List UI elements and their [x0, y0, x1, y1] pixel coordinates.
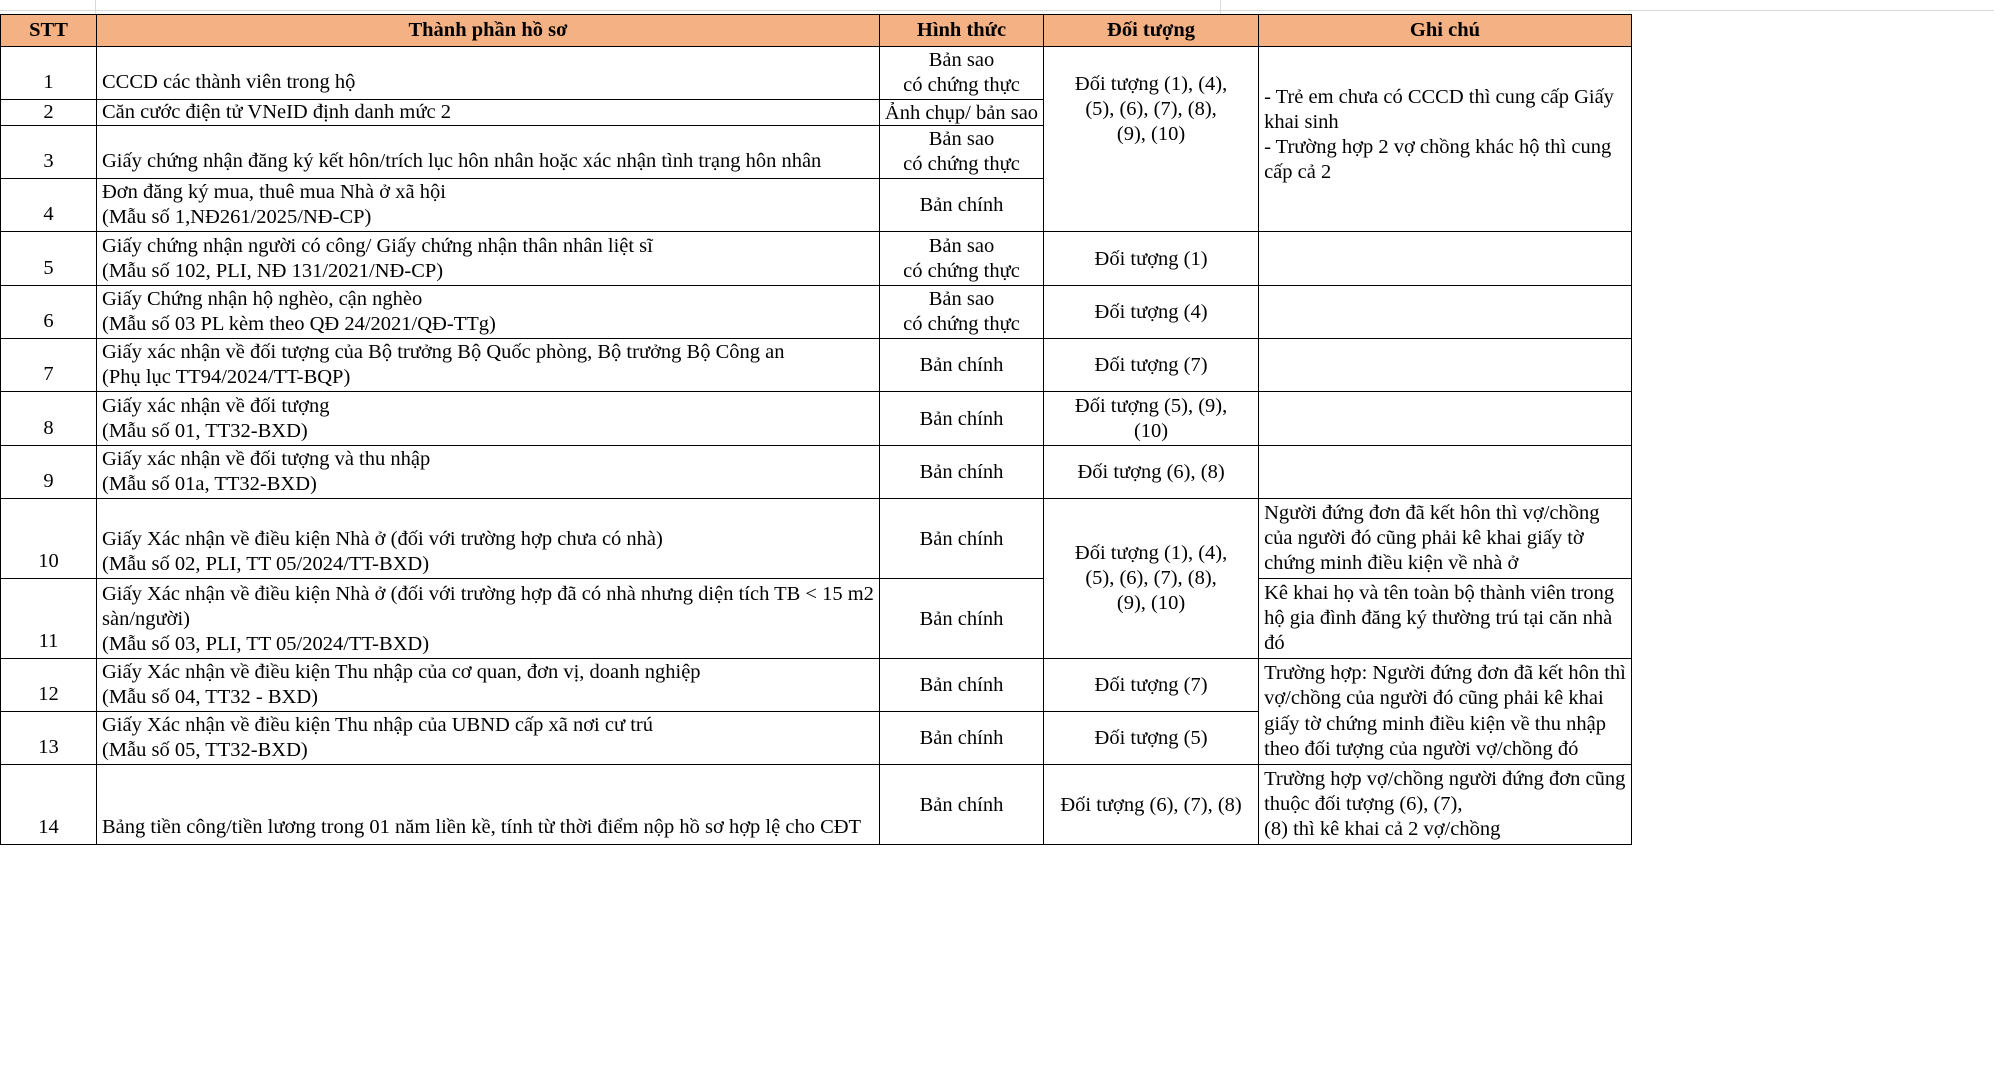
stt-cell[interactable]: 8 — [1, 392, 97, 446]
document-name-cell[interactable]: Giấy Chứng nhận hộ nghèo, cận nghèo (Mẫu số 03 PL kèm theo QĐ 24/2021/QĐ-TTg) — [97, 286, 880, 339]
header-object[interactable]: Đối tượng — [1044, 15, 1259, 47]
header-row — [1, 15, 1632, 47]
object-cell[interactable]: Đối tượng (5), (9), (10) — [1044, 392, 1259, 446]
document-checklist-table — [0, 14, 1632, 845]
stt-cell[interactable]: 14 — [1, 765, 97, 845]
stt-cell[interactable]: 7 — [1, 339, 97, 392]
stt-cell[interactable]: 10 — [1, 499, 97, 579]
stt-cell[interactable]: 12 — [1, 659, 97, 712]
form-cell[interactable]: Bản chính — [879, 392, 1043, 446]
table-row — [1, 392, 1632, 446]
form-cell[interactable]: Ảnh chụp/ bản sao — [879, 100, 1043, 126]
table-row — [1, 47, 1632, 100]
table-row — [1, 446, 1632, 499]
table-row — [1, 579, 1632, 659]
object-cell[interactable]: Đối tượng (7) — [1044, 659, 1259, 712]
form-cell[interactable]: Bản chính — [879, 179, 1043, 232]
frozen-gridline — [0, 0, 1994, 11]
stt-cell[interactable]: 1 — [1, 47, 97, 100]
table-row — [1, 499, 1632, 579]
stt-cell[interactable]: 13 — [1, 712, 97, 765]
table-row — [1, 232, 1632, 286]
note-cell[interactable] — [1259, 339, 1632, 392]
column-guide — [95, 0, 96, 14]
form-cell[interactable]: Bản sao có chứng thực — [879, 232, 1043, 286]
object-cell[interactable]: Đối tượng (4) — [1044, 286, 1259, 339]
document-name-cell[interactable]: Giấy Xác nhận về điều kiện Thu nhập của cơ quan, đơn vị, doanh nghiệp (Mẫu số 04, TT32 - BXD) — [97, 659, 880, 712]
header-document-component[interactable]: Thành phần hồ sơ — [97, 15, 880, 47]
form-cell[interactable]: Bản chính — [879, 446, 1043, 499]
stt-cell[interactable]: 3 — [1, 126, 97, 179]
note-cell[interactable]: - Trẻ em chưa có CCCD thì cung cấp Giấy khai sinh - Trường hợp 2 vợ chồng khác hộ thì cung cấp cả 2 — [1259, 47, 1632, 232]
note-cell[interactable]: Người đứng đơn đã kết hôn thì vợ/chồng của người đó cũng phải kê khai giấy tờ chứng minh điều kiện về nhà ở — [1259, 499, 1632, 579]
header-note[interactable]: Ghi chú — [1259, 15, 1632, 47]
document-name-cell[interactable]: Giấy chứng nhận đăng ký kết hôn/trích lục hôn nhân hoặc xác nhận tình trạng hôn nhân — [97, 126, 880, 179]
stt-cell[interactable]: 2 — [1, 100, 97, 126]
note-cell[interactable]: Trường hợp: Người đứng đơn đã kết hôn thì vợ/chồng của người đó cũng phải kê khai giấy tờ chứng minh điều kiện về thu nhập theo đối tượng của người vợ/chồng đó — [1259, 659, 1632, 765]
document-name-cell[interactable]: Giấy xác nhận về đối tượng và thu nhập (Mẫu số 01a, TT32-BXD) — [97, 446, 880, 499]
column-guide — [1220, 0, 1221, 14]
form-cell[interactable]: Bản chính — [879, 659, 1043, 712]
table-row — [1, 286, 1632, 339]
form-cell[interactable]: Bản chính — [879, 712, 1043, 765]
note-cell[interactable]: Trường hợp vợ/chồng người đứng đơn cũng thuộc đối tượng (6), (7), (8) thì kê khai cả 2 vợ/chồng — [1259, 765, 1632, 845]
form-cell[interactable]: Bản sao có chứng thực — [879, 126, 1043, 179]
note-cell[interactable] — [1259, 286, 1632, 339]
header-form[interactable]: Hình thức — [879, 15, 1043, 47]
document-name-cell[interactable]: Đơn đăng ký mua, thuê mua Nhà ở xã hội (Mẫu số 1,NĐ261/2025/NĐ-CP) — [97, 179, 880, 232]
stt-cell[interactable]: 4 — [1, 179, 97, 232]
form-cell[interactable]: Bản sao có chứng thực — [879, 47, 1043, 100]
header-stt[interactable]: STT — [1, 15, 97, 47]
document-name-cell[interactable]: Giấy Xác nhận về điều kiện Nhà ở (đối với trường hợp đã có nhà nhưng diện tích TB < 15 m2 sàn/người) (Mẫu số 03, PLI, TT 05/2024/TT-BXD) — [97, 579, 880, 659]
form-cell[interactable]: Bản chính — [879, 339, 1043, 392]
stt-cell[interactable]: 6 — [1, 286, 97, 339]
table-row — [1, 339, 1632, 392]
object-cell[interactable]: Đối tượng (1), (4), (5), (6), (7), (8), (9), (10) — [1044, 47, 1259, 232]
table-row — [1, 765, 1632, 845]
stt-cell[interactable]: 9 — [1, 446, 97, 499]
form-cell[interactable]: Bản chính — [879, 579, 1043, 659]
document-name-cell[interactable]: Giấy chứng nhận người có công/ Giấy chứng nhận thân nhân liệt sĩ (Mẫu số 102, PLI, NĐ 131/2021/NĐ-CP) — [97, 232, 880, 286]
document-name-cell[interactable]: CCCD các thành viên trong hộ — [97, 47, 880, 100]
note-cell[interactable] — [1259, 446, 1632, 499]
stt-cell[interactable]: 5 — [1, 232, 97, 286]
document-name-cell[interactable]: Bảng tiền công/tiền lương trong 01 năm liền kề, tính từ thời điểm nộp hồ sơ hợp lệ cho CĐT — [97, 765, 880, 845]
object-cell[interactable]: Đối tượng (6), (7), (8) — [1044, 765, 1259, 845]
document-name-cell[interactable]: Giấy xác nhận về đối tượng (Mẫu số 01, TT32-BXD) — [97, 392, 880, 446]
object-cell[interactable]: Đối tượng (7) — [1044, 339, 1259, 392]
document-name-cell[interactable]: Giấy xác nhận về đối tượng của Bộ trưởng Bộ Quốc phòng, Bộ trưởng Bộ Công an (Phụ lục TT94/2024/TT-BQP) — [97, 339, 880, 392]
note-cell[interactable] — [1259, 392, 1632, 446]
stt-cell[interactable]: 11 — [1, 579, 97, 659]
note-cell[interactable] — [1259, 232, 1632, 286]
object-cell[interactable]: Đối tượng (5) — [1044, 712, 1259, 765]
form-cell[interactable]: Bản chính — [879, 765, 1043, 845]
form-cell[interactable]: Bản chính — [879, 499, 1043, 579]
object-cell[interactable]: Đối tượng (1), (4), (5), (6), (7), (8), (9), (10) — [1044, 499, 1259, 659]
form-cell[interactable]: Bản sao có chứng thực — [879, 286, 1043, 339]
note-cell[interactable]: Kê khai họ và tên toàn bộ thành viên trong hộ gia đình đăng ký thường trú tại căn nhà đó — [1259, 579, 1632, 659]
table-row — [1, 659, 1632, 712]
object-cell[interactable]: Đối tượng (1) — [1044, 232, 1259, 286]
document-name-cell[interactable]: Căn cước điện tử VNeID định danh mức 2 — [97, 100, 880, 126]
document-name-cell[interactable]: Giấy Xác nhận về điều kiện Nhà ở (đối với trường hợp chưa có nhà) (Mẫu số 02, PLI, TT 05/2024/TT-BXD) — [97, 499, 880, 579]
document-name-cell[interactable]: Giấy Xác nhận về điều kiện Thu nhập của UBND cấp xã nơi cư trú (Mẫu số 05, TT32-BXD) — [97, 712, 880, 765]
object-cell[interactable]: Đối tượng (6), (8) — [1044, 446, 1259, 499]
